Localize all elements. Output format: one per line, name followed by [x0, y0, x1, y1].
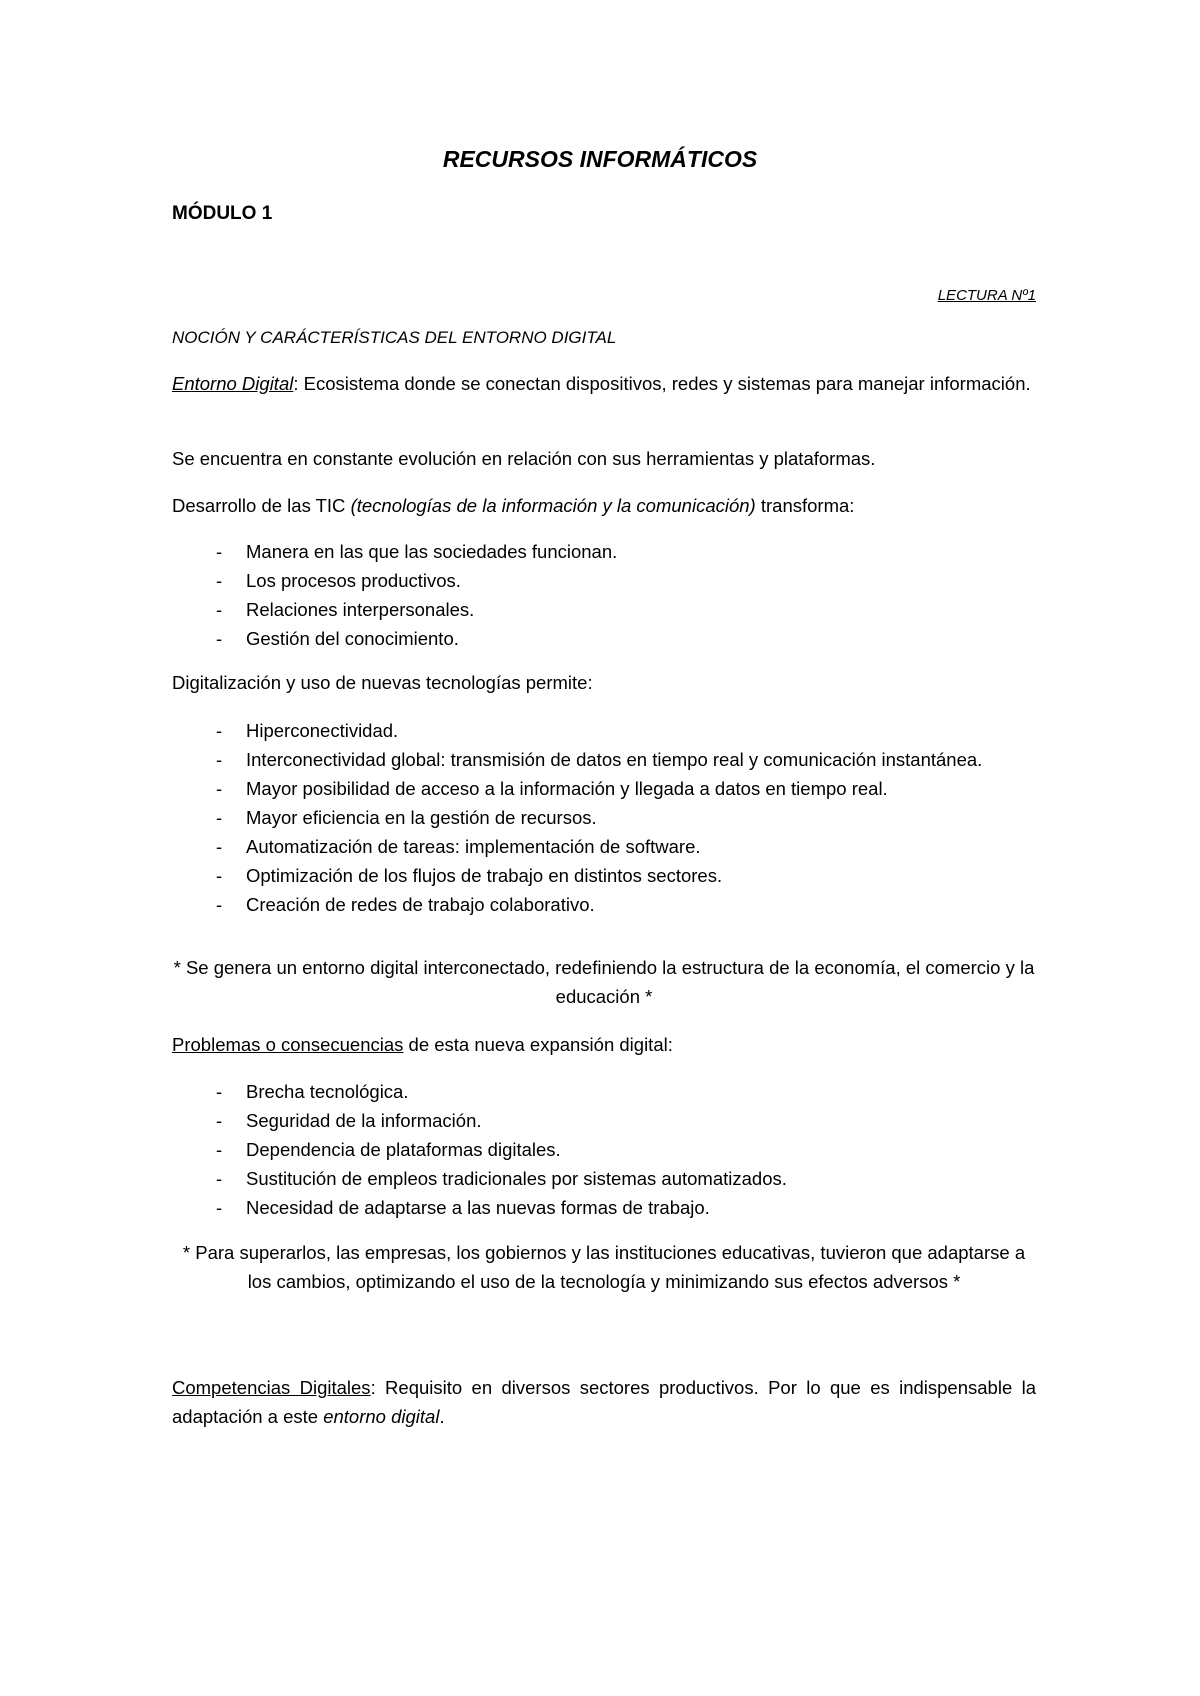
dash-bullet: -	[216, 778, 223, 799]
list-item	[172, 624, 1036, 653]
tic-prefix: Desarrollo de las TIC	[172, 495, 351, 516]
dash-bullet: -	[216, 570, 223, 591]
competencias-end: .	[439, 1406, 445, 1427]
list-item	[172, 595, 1036, 624]
permite-list	[172, 716, 1036, 919]
list-item-text: Necesidad de adaptarse a las nuevas formas de trabajo.	[246, 1197, 710, 1218]
problems-term: Problemas o consecuencias	[172, 1034, 404, 1055]
list-item	[172, 716, 1036, 745]
dash-bullet: -	[216, 1139, 223, 1160]
list-item	[172, 1193, 1036, 1222]
list-item-text: Automatización de tareas: implementación de software.	[246, 836, 701, 857]
transforma-list	[172, 537, 1036, 653]
list-item	[172, 832, 1036, 861]
note-interconnected: * Se genera un entorno digital interconectado, redefiniendo la estructura de la economía, el comercio y la educación *	[173, 957, 1035, 1007]
list-item-text: Seguridad de la información.	[246, 1110, 482, 1131]
entorno-colon: :	[293, 373, 299, 394]
list-item-text: Mayor eficiencia en la gestión de recursos.	[246, 807, 597, 828]
list-item-text: Manera en las que las sociedades funcionan.	[246, 541, 618, 562]
problemas-list	[172, 1077, 1036, 1222]
digitalization-intro: Digitalización y uso de nuevas tecnologías permite:	[172, 672, 593, 693]
list-item-text: Interconectividad global: transmisión de datos en tiempo real y comunicación instantánea.	[246, 749, 983, 770]
list-item	[172, 1135, 1036, 1164]
list-item-text: Hiperconectividad.	[246, 720, 399, 741]
competencias-colon: :	[370, 1377, 376, 1398]
list-item	[172, 1164, 1036, 1193]
list-item-text: Relaciones interpersonales.	[246, 599, 475, 620]
tic-italic: (tecnologías de la información y la comunicación)	[350, 495, 756, 516]
dash-bullet: -	[216, 599, 223, 620]
evolution-paragraph: Se encuentra en constante evolución en relación con sus herramientas y plataformas.	[172, 448, 876, 469]
tic-paragraph	[172, 491, 1036, 520]
note-overcome: * Para superarlos, las empresas, los gobiernos y las instituciones educativas, tuvieron que adaptarse a los cambios, optimizando el uso de la tecnología y minimizando sus efectos adversos *	[182, 1242, 1026, 1292]
list-item-text: Dependencia de plataformas digitales.	[246, 1139, 561, 1160]
list-item	[172, 1077, 1036, 1106]
list-item	[172, 774, 1036, 803]
dash-bullet: -	[216, 628, 223, 649]
list-item-text: Brecha tecnológica.	[246, 1081, 409, 1102]
list-item-text: Gestión del conocimiento.	[246, 628, 459, 649]
dash-bullet: -	[216, 807, 223, 828]
tic-suffix: transforma:	[755, 495, 855, 516]
competencias-italic: entorno digital	[323, 1406, 440, 1427]
list-item	[172, 1106, 1036, 1135]
list-item	[172, 745, 1036, 774]
dash-bullet: -	[216, 541, 223, 562]
dash-bullet: -	[216, 865, 223, 886]
dash-bullet: -	[216, 1168, 223, 1189]
dash-bullet: -	[216, 720, 223, 741]
competencias-text: Requisito en diversos sectores productivos. Por lo que es indispensable la adaptación a este	[172, 1377, 1036, 1427]
dash-bullet: -	[216, 1081, 223, 1102]
competencias-paragraph	[172, 1373, 1036, 1431]
list-item	[172, 537, 1036, 566]
entorno-definition	[172, 369, 1036, 398]
problems-intro	[172, 1030, 1036, 1059]
list-item-text: Sustitución de empleos tradicionales por sistemas automatizados.	[246, 1168, 787, 1189]
list-item-text: Creación de redes de trabajo colaborativo.	[246, 894, 595, 915]
entorno-definition-text: Ecosistema donde se conectan dispositivos, redes y sistemas para manejar información.	[298, 373, 1031, 394]
competencias-term: Competencias Digitales	[172, 1377, 371, 1398]
list-item	[172, 803, 1036, 832]
dash-bullet: -	[216, 1110, 223, 1131]
dash-bullet: -	[216, 894, 223, 915]
list-item	[172, 890, 1036, 919]
document-title: RECURSOS INFORMÁTICOS	[442, 146, 758, 172]
list-item	[172, 566, 1036, 595]
list-item	[172, 861, 1036, 890]
section-heading: NOCIÓN Y CARÁCTERÍSTICAS DEL ENTORNO DIGITAL	[172, 328, 617, 347]
list-item-text: Mayor posibilidad de acceso a la información y llegada a datos en tiempo real.	[246, 778, 888, 799]
problems-rest: de esta nueva expansión digital:	[403, 1034, 673, 1055]
reading-label: LECTURA Nº1	[937, 287, 1036, 304]
entorno-term: Entorno Digital	[172, 373, 294, 394]
list-item-text: Los procesos productivos.	[246, 570, 461, 591]
list-item-text: Optimización de los flujos de trabajo en distintos sectores.	[246, 865, 723, 886]
module-heading: MÓDULO 1	[172, 203, 273, 224]
dash-bullet: -	[216, 749, 223, 770]
dash-bullet: -	[216, 836, 223, 857]
dash-bullet: -	[216, 1197, 223, 1218]
